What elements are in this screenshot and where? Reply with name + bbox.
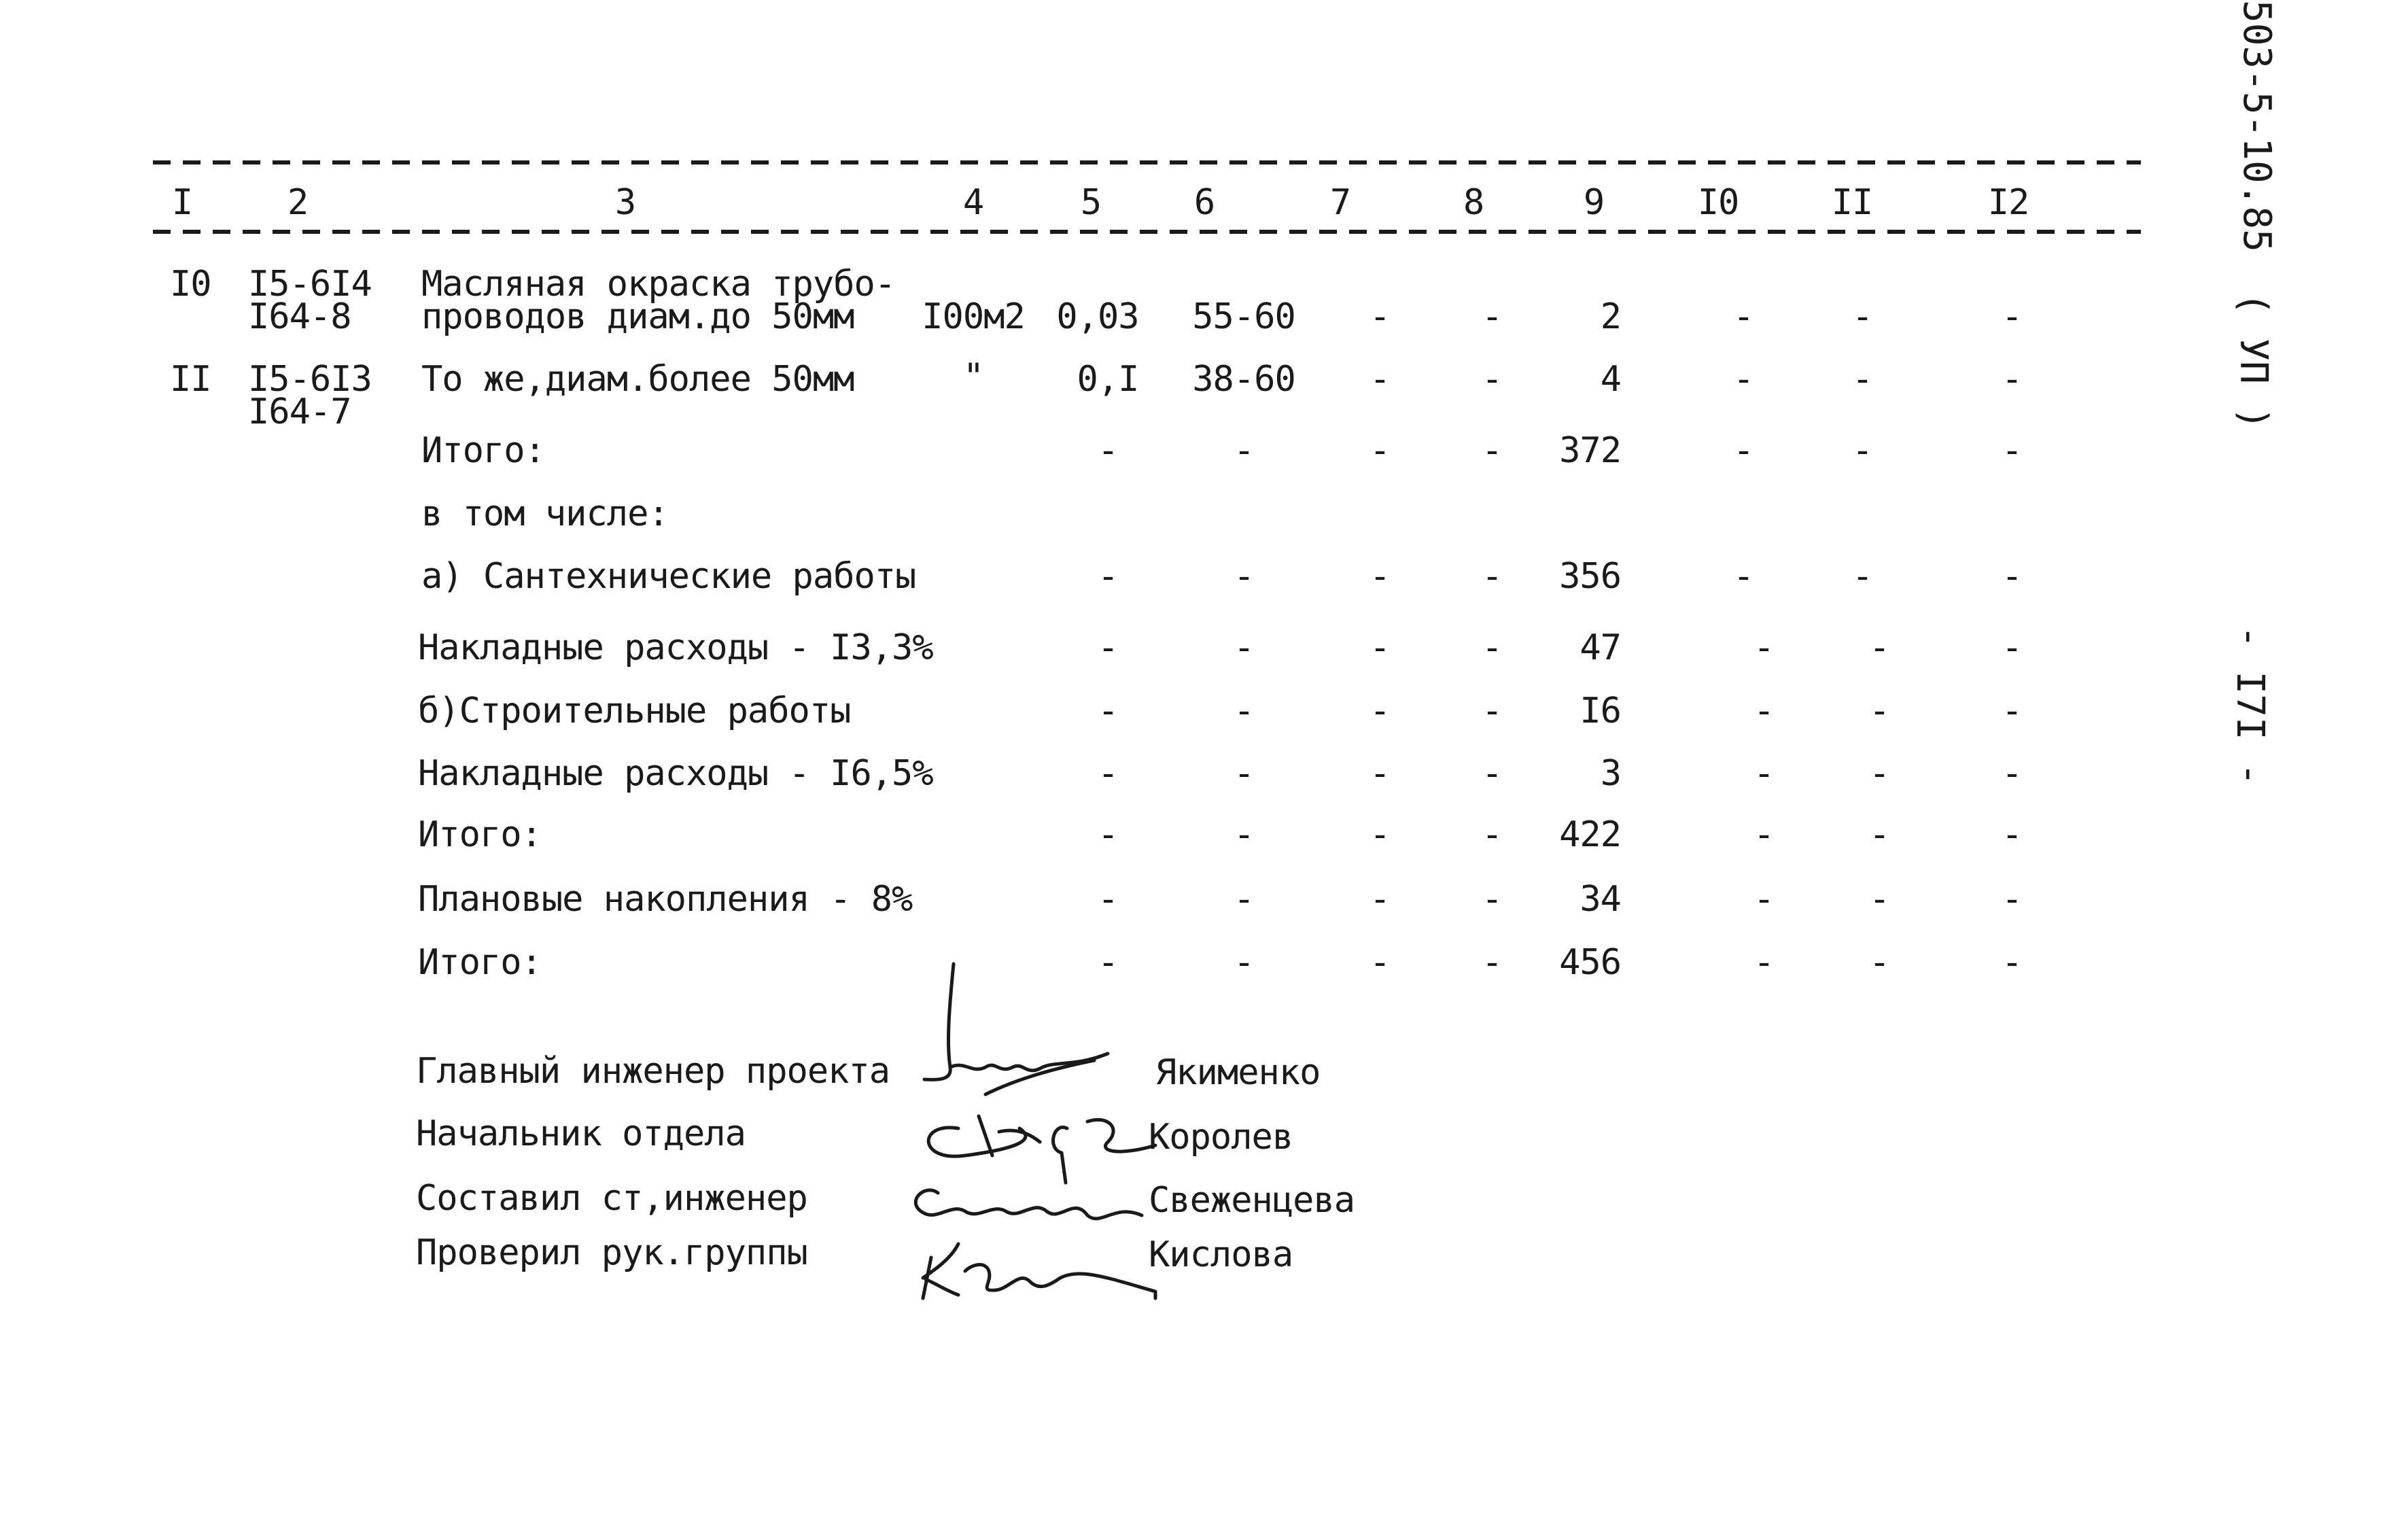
header-col-7: 7 bbox=[1329, 182, 1351, 223]
unit: I00м2 bbox=[922, 296, 1025, 337]
col-10-value: - bbox=[1753, 753, 1775, 794]
rate-code: I5-6I4 bbox=[248, 264, 372, 305]
col-6-value: - bbox=[1233, 430, 1255, 471]
header-col-3: 3 bbox=[614, 182, 636, 223]
col-5-value: - bbox=[1097, 942, 1119, 983]
header-col-9: 9 bbox=[1583, 182, 1605, 223]
table-header-rule bbox=[153, 230, 2141, 234]
col-9-value: 34 bbox=[1580, 879, 1621, 920]
col-7-value: - bbox=[1369, 753, 1391, 794]
signatory-name: Якименко bbox=[1155, 1052, 1321, 1093]
header-col-2: 2 bbox=[287, 182, 309, 223]
col-7-value: - bbox=[1369, 627, 1391, 668]
col-7-value: - bbox=[1369, 430, 1391, 471]
col-9-value: 47 bbox=[1580, 627, 1621, 668]
col-10-value: - bbox=[1753, 942, 1775, 983]
work-description: Масляная окраска трубо- bbox=[421, 264, 896, 305]
col-7-value: - bbox=[1369, 296, 1391, 337]
col-6-value: - bbox=[1233, 691, 1255, 731]
col-11-value: - bbox=[1868, 879, 1890, 920]
col-11-value: - bbox=[1868, 942, 1890, 983]
col-11-value: - bbox=[1851, 296, 1873, 337]
col-10-value: - bbox=[1732, 359, 1754, 400]
handwritten-signatures bbox=[884, 958, 1169, 1312]
rate-code-secondary: I64-8 bbox=[248, 296, 351, 337]
summary-label: Накладные расходы - I3,3% bbox=[418, 627, 933, 668]
col-12-value: - bbox=[2001, 359, 2023, 400]
signatory-role: Главный инженер проекта bbox=[416, 1051, 890, 1092]
col-6-value: 38-60 bbox=[1192, 359, 1295, 400]
col-5-value: - bbox=[1097, 814, 1119, 855]
col-12-value: - bbox=[2001, 691, 2023, 731]
col-9-value: 2 bbox=[1600, 296, 1621, 337]
document-code: 503-5-10.85 bbox=[2235, 0, 2279, 252]
col-6-value: - bbox=[1233, 753, 1255, 794]
col-9-value: 356 bbox=[1559, 556, 1621, 597]
work-description-cont: проводов диам.до 50мм bbox=[421, 296, 854, 337]
page-number: - I7I - bbox=[2228, 625, 2272, 786]
col-8-value: - bbox=[1481, 753, 1503, 794]
col-8-value: - bbox=[1481, 430, 1503, 471]
col-8-value: - bbox=[1481, 814, 1503, 855]
col-12-value: - bbox=[2001, 430, 2023, 471]
summary-label: Итого: bbox=[418, 814, 542, 855]
col-10-value: - bbox=[1732, 296, 1754, 337]
summary-label: Плановые накопления - 8% bbox=[418, 879, 913, 920]
signatory-name: Кислова bbox=[1149, 1234, 1293, 1275]
col-5-value: 0,03 bbox=[1056, 296, 1139, 337]
col-11-value: - bbox=[1868, 627, 1890, 668]
document-part: ( УП ) bbox=[2231, 292, 2275, 430]
table-top-rule bbox=[153, 160, 2141, 164]
col-5-value: - bbox=[1097, 753, 1119, 794]
col-6-value: - bbox=[1233, 942, 1255, 983]
col-9-value: 3 bbox=[1600, 753, 1621, 794]
header-col-6: 6 bbox=[1193, 182, 1215, 223]
col-5-value: - bbox=[1097, 556, 1119, 597]
col-11-value: - bbox=[1868, 753, 1890, 794]
header-col-5: 5 bbox=[1080, 182, 1102, 223]
row-number: I0 bbox=[170, 264, 211, 305]
col-11-value: - bbox=[1868, 691, 1890, 731]
col-11-value: - bbox=[1868, 814, 1890, 855]
col-5-value: - bbox=[1097, 627, 1119, 668]
col-5-value: 0,I bbox=[1077, 359, 1139, 400]
signatory-role: Проверил рук.группы bbox=[416, 1232, 807, 1273]
header-col-10: I0 bbox=[1697, 182, 1739, 223]
col-12-value: - bbox=[2001, 627, 2023, 668]
col-6-value: 55-60 bbox=[1192, 296, 1295, 337]
unit: " bbox=[962, 356, 984, 397]
summary-label: а) Сантехнические работы bbox=[421, 556, 916, 597]
col-10-value: - bbox=[1753, 691, 1775, 731]
summary-label: Итого: bbox=[418, 942, 542, 983]
header-col-12: I2 bbox=[1987, 182, 2029, 223]
col-12-value: - bbox=[2001, 879, 2023, 920]
col-10-value: - bbox=[1753, 627, 1775, 668]
col-5-value: - bbox=[1097, 430, 1119, 471]
col-9-value: 372 bbox=[1559, 430, 1621, 471]
header-col-4: 4 bbox=[962, 182, 984, 223]
header-col-1: I bbox=[171, 182, 193, 223]
col-12-value: - bbox=[2001, 556, 2023, 597]
col-5-value: - bbox=[1097, 691, 1119, 731]
signatory-role: Начальник отдела bbox=[416, 1113, 746, 1154]
col-5-value: - bbox=[1097, 879, 1119, 920]
summary-label: Накладные расходы - I6,5% bbox=[418, 753, 933, 794]
signatory-name: Свеженцева bbox=[1149, 1180, 1355, 1221]
col-9-value: 422 bbox=[1559, 814, 1621, 855]
col-11-value: - bbox=[1851, 430, 1873, 471]
col-9-value: I6 bbox=[1580, 691, 1621, 731]
col-6-value: - bbox=[1233, 814, 1255, 855]
col-10-value: - bbox=[1753, 814, 1775, 855]
col-7-value: - bbox=[1369, 691, 1391, 731]
rate-code: I5-6I3 bbox=[248, 359, 372, 400]
summary-label: в том числе: bbox=[421, 493, 669, 534]
summary-label: Итого: bbox=[421, 430, 545, 471]
col-7-value: - bbox=[1369, 879, 1391, 920]
col-8-value: - bbox=[1481, 627, 1503, 668]
col-12-value: - bbox=[2001, 296, 2023, 337]
col-7-value: - bbox=[1369, 814, 1391, 855]
header-col-11: II bbox=[1831, 182, 1873, 223]
col-8-value: - bbox=[1481, 359, 1503, 400]
work-description: То же,диам.более 50мм bbox=[421, 359, 854, 400]
col-8-value: - bbox=[1481, 691, 1503, 731]
col-7-value: - bbox=[1369, 942, 1391, 983]
col-6-value: - bbox=[1233, 556, 1255, 597]
row-number: II bbox=[170, 359, 211, 400]
col-8-value: - bbox=[1481, 879, 1503, 920]
col-8-value: - bbox=[1481, 942, 1503, 983]
col-12-value: - bbox=[2001, 753, 2023, 794]
col-6-value: - bbox=[1233, 627, 1255, 668]
col-7-value: - bbox=[1369, 359, 1391, 400]
col-12-value: - bbox=[2001, 814, 2023, 855]
col-7-value: - bbox=[1369, 556, 1391, 597]
signatory-name: Королев bbox=[1149, 1117, 1293, 1158]
col-10-value: - bbox=[1732, 430, 1754, 471]
col-8-value: - bbox=[1481, 296, 1503, 337]
col-11-value: - bbox=[1851, 556, 1873, 597]
col-9-value: 4 bbox=[1600, 359, 1621, 400]
rate-code-secondary: I64-7 bbox=[248, 392, 351, 432]
col-6-value: - bbox=[1233, 879, 1255, 920]
header-col-8: 8 bbox=[1463, 182, 1484, 223]
signatory-role: Составил ст,инженер bbox=[416, 1178, 807, 1219]
col-9-value: 456 bbox=[1559, 942, 1621, 983]
col-8-value: - bbox=[1481, 556, 1503, 597]
summary-label: б)Строительные работы bbox=[418, 691, 851, 731]
col-12-value: - bbox=[2001, 942, 2023, 983]
col-10-value: - bbox=[1732, 556, 1754, 597]
col-11-value: - bbox=[1851, 359, 1873, 400]
col-10-value: - bbox=[1753, 879, 1775, 920]
